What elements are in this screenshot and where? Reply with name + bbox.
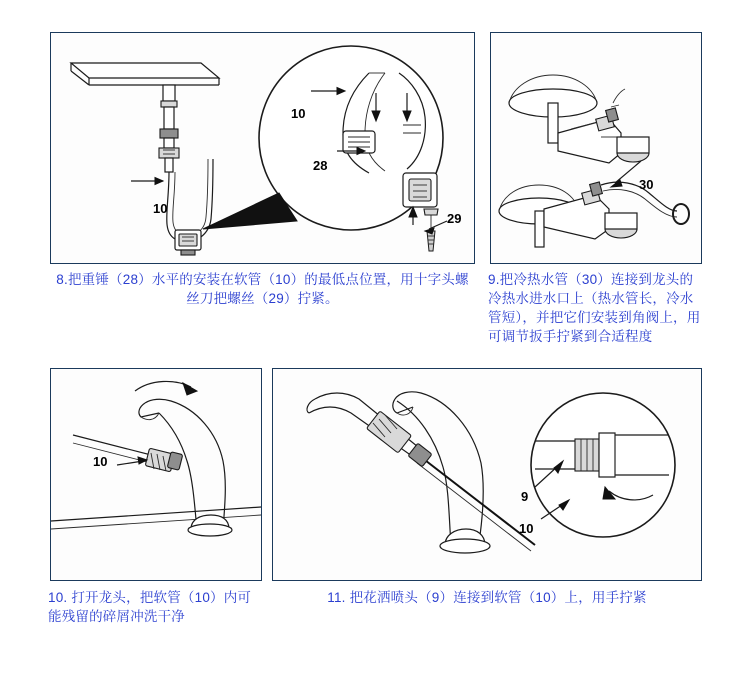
diagram-step-8	[51, 33, 474, 263]
caption-step-10: 10. 打开龙头，把软管（10）内可能残留的碎屑冲洗干净	[48, 590, 252, 624]
panel-step-10	[50, 368, 262, 581]
callout-10-step10: 10	[93, 454, 108, 469]
panel-step-8	[50, 32, 475, 264]
callout-10-magnified: 10	[291, 106, 306, 121]
callout-10-step11: 10	[519, 521, 534, 536]
callout-30: 30	[639, 177, 654, 192]
panel-step-9	[490, 32, 702, 264]
panel-step-11	[272, 368, 702, 581]
callout-29: 29	[447, 211, 462, 226]
caption-step-9: 9.把冷热水管（30）连接到龙头的冷热水进水口上（热水管长，冷水管短），并把它们安装到角阀上，用可调节扳手拧紧到合适程度	[488, 272, 701, 344]
callout-10-main: 10	[153, 201, 168, 216]
callout-9: 9	[521, 489, 529, 504]
caption-step-11: 11. 把花洒喷头（9）连接到软管（10）上，用手拧紧	[327, 590, 647, 605]
diagram-step-10	[51, 369, 261, 580]
diagram-step-9	[491, 33, 701, 263]
diagram-step-11	[273, 369, 701, 580]
caption-step-8: 8.把重锤（28）水平的安装在软管（10）的最低点位置，用十字头螺丝刀把螺丝（29）拧紧。	[56, 272, 469, 306]
callout-28: 28	[313, 158, 328, 173]
